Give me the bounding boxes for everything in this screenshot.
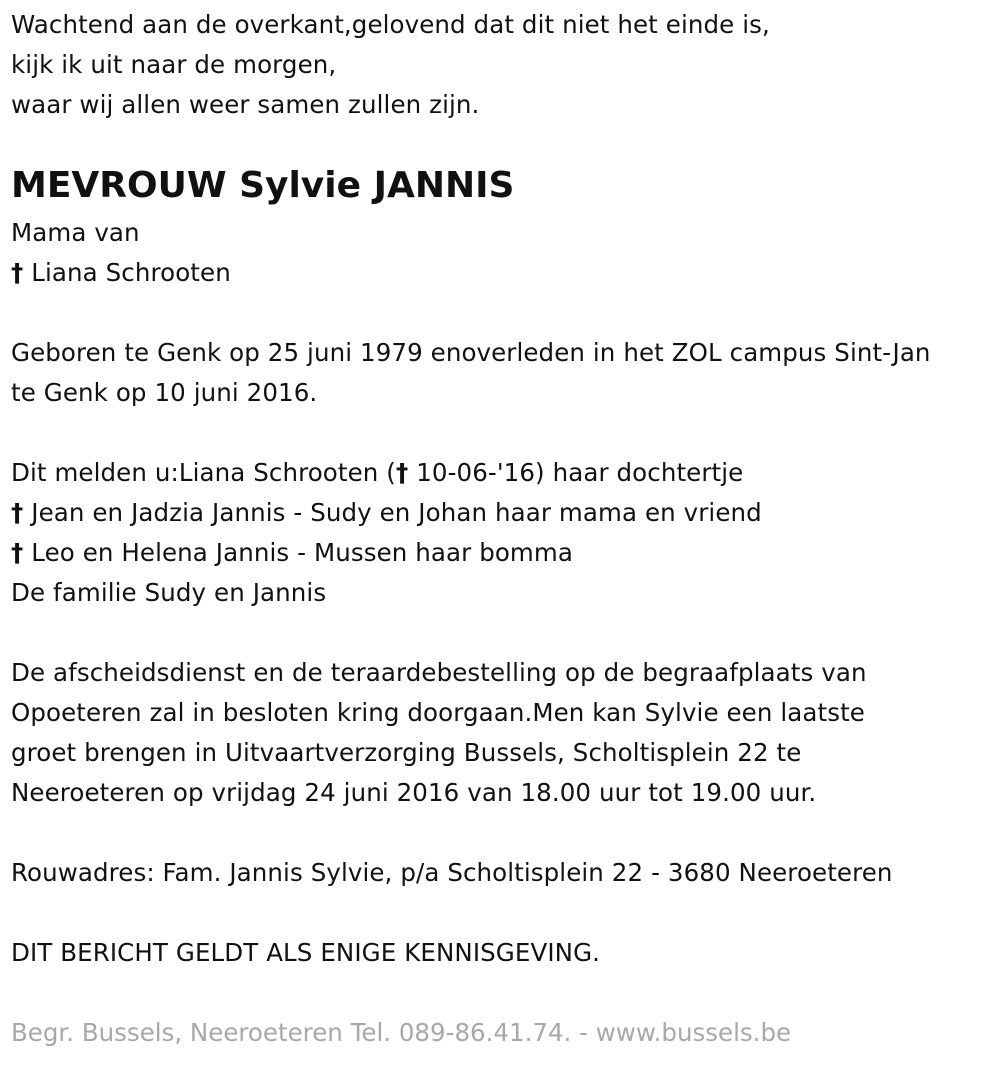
family-line xyxy=(11,533,762,573)
family-line xyxy=(11,493,762,533)
notice-text: DIT BERICHT GELDT ALS ENIGE KENNISGEVING. xyxy=(11,938,601,967)
family-text: Leo en Helena Jannis - Mussen haar bomma xyxy=(23,538,573,567)
family-line: De familie Sudy en Jannis xyxy=(11,578,327,607)
service-line: groet brengen in Uitvaartverzorging Bussels, Scholtisplein 22 te xyxy=(11,738,802,767)
family-text: Dit melden u:Liana Schrooten ( xyxy=(11,458,396,487)
family-text: 10-06-'16) haar dochtertje xyxy=(408,458,744,487)
relation-line xyxy=(11,253,231,293)
birth-line: te Genk op 10 juni 2016. xyxy=(11,378,318,407)
cross-icon: † xyxy=(11,538,24,567)
funeral-home-footer: Begr. Bussels, Neeroeteren Tel. 089-86.41.74. - www.bussels.be xyxy=(11,1018,792,1047)
cross-icon: † xyxy=(11,258,24,287)
service-line: Neeroeteren op vrijdag 24 juni 2016 van 18.00 uur tot 19.00 uur. xyxy=(11,778,817,807)
family-block xyxy=(11,453,762,613)
birth-line: Geboren te Genk op 25 juni 1979 enoverleden in het ZOL campus Sint-Jan xyxy=(11,338,931,367)
notice-block xyxy=(11,933,600,973)
poem-line: waar wij allen weer samen zullen zijn. xyxy=(11,90,480,119)
service-block xyxy=(11,653,867,813)
family-line xyxy=(11,453,762,493)
poem xyxy=(11,5,770,125)
service-line: De afscheidsdienst en de teraardebestelling op de begraafplaats van xyxy=(11,658,867,687)
poem-line: Wachtend aan de overkant,gelovend dat dit niet het einde is, xyxy=(11,10,770,39)
relation-line: Mama van xyxy=(11,218,140,247)
address-block xyxy=(11,853,893,893)
family-text: Jean en Jadzia Jannis - Sudy en Johan haar mama en vriend xyxy=(23,498,762,527)
birth-block xyxy=(11,333,931,413)
deceased-name: MEVROUW Sylvie JANNIS xyxy=(11,165,515,206)
service-line: Opoeteren zal in besloten kring doorgaan.Men kan Sylvie een laatste xyxy=(11,698,865,727)
relation-name: Liana Schrooten xyxy=(23,258,231,287)
cross-icon: † xyxy=(395,458,409,487)
cross-icon: † xyxy=(11,498,24,527)
relation-block xyxy=(11,213,231,293)
poem-line: kijk ik uit naar de morgen, xyxy=(11,50,337,79)
mourning-address: Rouwadres: Fam. Jannis Sylvie, p/a Scholtisplein 22 - 3680 Neeroeteren xyxy=(11,858,893,887)
